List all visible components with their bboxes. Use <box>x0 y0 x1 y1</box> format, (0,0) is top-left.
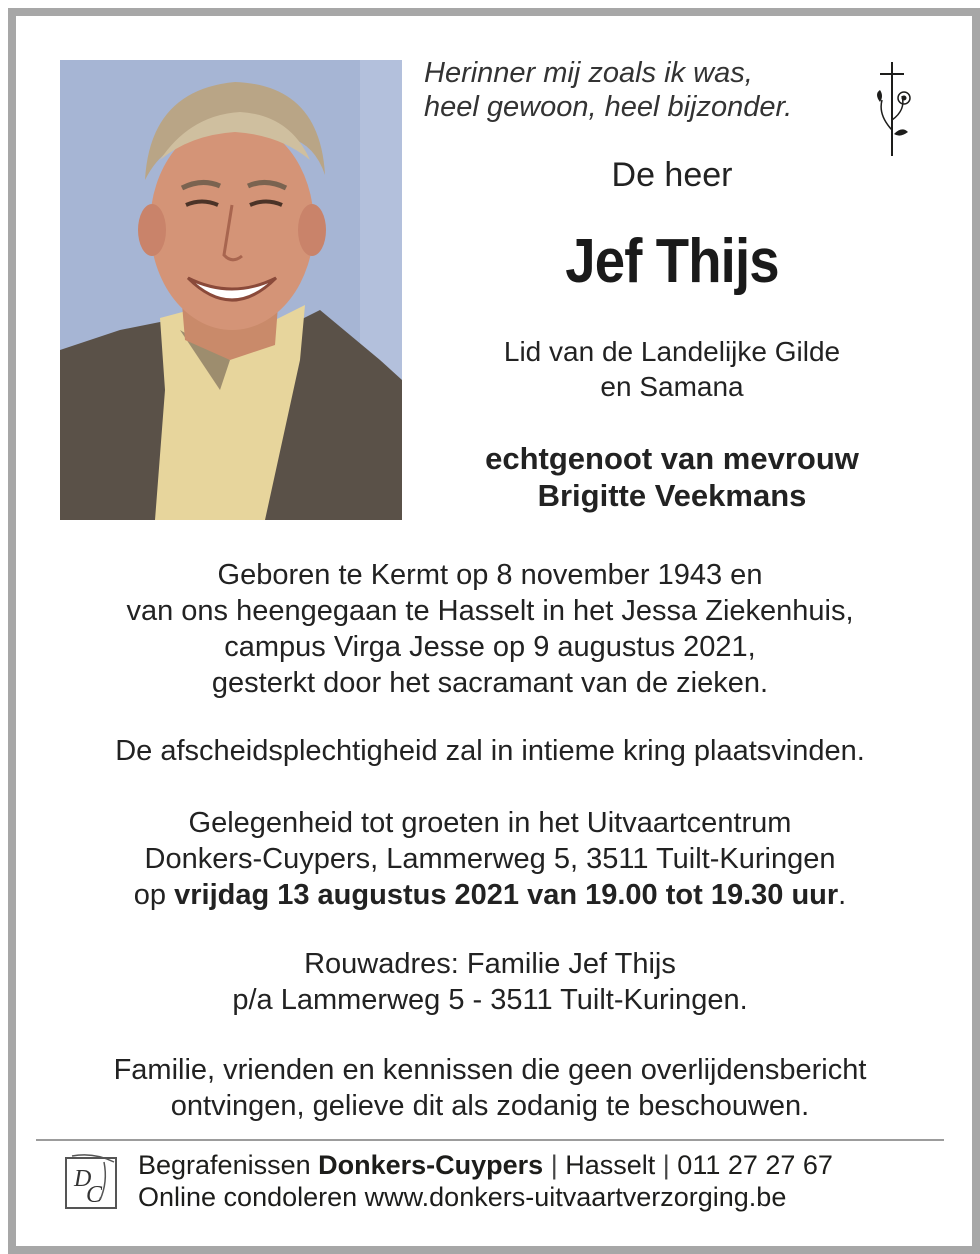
notice-line-2: ontvingen, gelieve dit als zodanig te beschouwen. <box>170 1090 810 1122</box>
deceased-name: Jef Thijs <box>565 227 779 296</box>
footer-condolence: Online condoleren www.donkers-uitvaartverzorging.be <box>138 1182 787 1212</box>
ceremony-paragraph <box>40 733 940 769</box>
viewing-suffix: . <box>838 879 847 911</box>
birth-death-paragraph <box>40 557 940 701</box>
cross-with-flower-icon <box>868 60 924 160</box>
svg-text:D: D <box>74 1166 92 1192</box>
spouse-text <box>402 440 942 514</box>
portrait-photo <box>60 60 402 520</box>
viewing-paragraph <box>40 805 940 913</box>
ceremony-line: De afscheidsplechtigheid zal in intieme kring plaatsvinden. <box>115 735 865 767</box>
footer-separator-1: | <box>543 1150 566 1180</box>
address-line-2: p/a Lammerweg 5 - 3511 Tuilt-Kuringen. <box>232 984 748 1016</box>
footer-phone: 011 27 27 67 <box>677 1150 833 1180</box>
viewing-datetime: vrijdag 13 augustus 2021 van 19.00 tot 19.30 uur <box>174 879 839 911</box>
birth-death-line-2: van ons heengegaan te Hasselt in het Jessa Ziekenhuis, <box>126 595 854 627</box>
viewing-line-2: Donkers-Cuypers, Lammerweg 5, 3511 Tuilt-Kuringen <box>144 843 836 875</box>
spouse-line-2: Brigitte Veekmans <box>537 478 807 513</box>
honorific-title: De heer <box>611 156 733 194</box>
footer-city: Hasselt <box>565 1150 656 1180</box>
birth-death-line-3: campus Virga Jesse op 9 augustus 2021, <box>224 631 756 663</box>
quote-line-2: heel gewoon, heel bijzonder. <box>424 91 793 123</box>
memorial-quote <box>424 56 844 124</box>
footer-separator-2: | <box>655 1150 678 1180</box>
footer-divider <box>36 1139 944 1141</box>
spouse-line-1: echtgenoot van mevrouw <box>485 441 859 476</box>
address-paragraph <box>40 946 940 1018</box>
viewing-line-3 <box>40 877 940 913</box>
membership-line-2: en Samana <box>600 371 744 402</box>
footer-company: Donkers-Cuypers <box>318 1150 544 1180</box>
address-line-1: Rouwadres: Familie Jef Thijs <box>304 948 676 980</box>
notice-line-1: Familie, vrienden en kennissen die geen overlijdensbericht <box>113 1054 867 1086</box>
funeral-home-footer <box>138 1149 938 1213</box>
notice-paragraph <box>40 1052 940 1124</box>
birth-death-line-1: Geboren te Kermt op 8 november 1943 en <box>217 559 763 591</box>
svg-text:C: C <box>86 1182 103 1208</box>
dc-monogram-logo <box>64 1152 120 1212</box>
viewing-prefix: op <box>133 879 175 911</box>
membership-text <box>402 334 942 404</box>
footer-prefix: Begrafenissen <box>138 1150 319 1180</box>
quote-line-1: Herinner mij zoals ik was, <box>424 57 753 89</box>
viewing-line-1: Gelegenheid tot groeten in het Uitvaartcentrum <box>188 807 792 839</box>
membership-line-1: Lid van de Landelijke Gilde <box>503 336 841 367</box>
birth-death-line-4: gesterkt door het sacramant van de zieken. <box>211 667 769 699</box>
footer-line-1 <box>138 1149 938 1181</box>
